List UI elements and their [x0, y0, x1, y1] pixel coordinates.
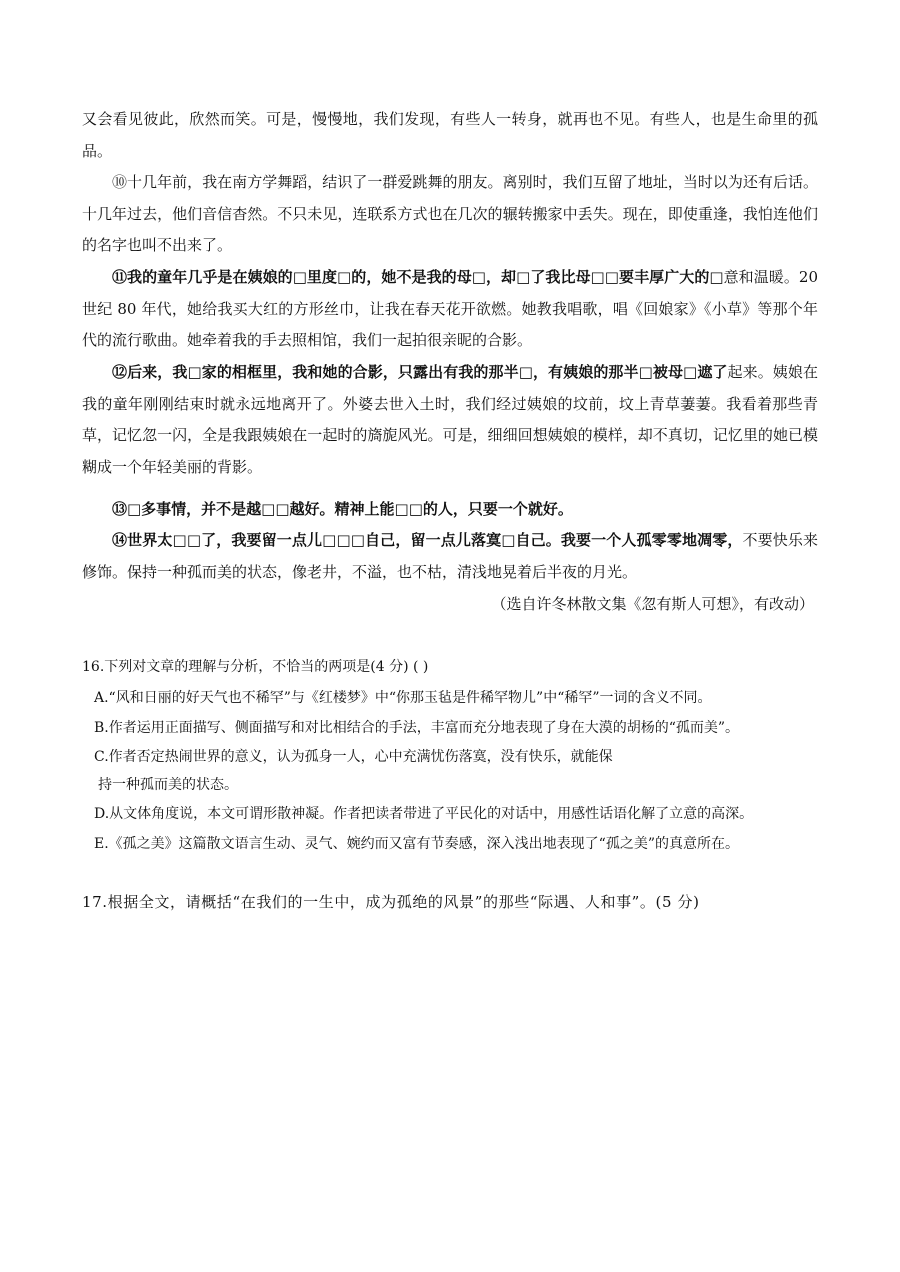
question-17-stem: 17.根据全文，请概括“在我们的一生中，成为孤绝的风景”的那些“际遇、人和事”。(5 分)	[82, 893, 700, 911]
passage-paragraph-14	[82, 525, 818, 588]
passage-paragraph-12	[82, 357, 818, 483]
paragraph-12-text: 起来。姨娘在我的童年刚刚结束时就永远地离开了。外婆去世入土时，我们经过姨娘的坟前，坟上青草萋萋。我看着那些青草，记忆忽一闪，全是我跟姨娘在一起时的旖旎风光。可是，细细回想姨娘的模样，却不真切，记忆里的她已模糊成一个年轻美丽的背影。	[82, 363, 818, 476]
paragraph-11-bold-text: ⑪我的童年几乎是在姨娘的□里度□的，她不是我的母□，却□了我比母□□要丰厚广大的□	[112, 268, 724, 286]
question-16-option-e: E.《孤之美》这篇散文语言生动、灵气、婉约而又富有节奏感，深入浅出地表现了“孤之美”的真意所在。	[94, 836, 739, 852]
passage-paragraph-10: ⑩十几年前，我在南方学舞蹈，结识了一群爱跳舞的朋友。离别时，我们互留了地址，当时以为还有后话。十几年过去，他们音信杳然。不只未见，连联系方式也在几次的辗转搬家中丢失。现在，即使重逢，我怕连他们的名字也叫不出来了。	[82, 173, 818, 254]
question-16-stem: 16.下列对文章的理解与分析，不恰当的两项是(4 分) ( )	[82, 659, 429, 675]
passage-paragraph-11	[82, 262, 818, 357]
question-16-option-b: B.作者运用正面描写、侧面描写和对比相结合的手法，丰富而充分地表现了身在大漠的胡杨的“孤而美”。	[94, 720, 740, 736]
question-16-option-d: D.从文体角度说，本文可谓形散神凝。作者把读者带进了平民化的对话中，用感性话语化解了立意的高深。	[94, 806, 754, 822]
passage-paragraph-9-continued: 又会看见彼此，欣然而笑。可是，慢慢地，我们发现，有些人一转身，就再也不见。有些人，也是生命里的孤品。	[82, 110, 818, 160]
question-16-option-c: C.作者否定热闹世界的意义，认为孤身一人，心中充满忧伤落寞，没有快乐，就能保	[94, 749, 613, 765]
question-16-option-a: A.“风和日丽的好天气也不稀罕”与《红楼梦》中“你那玉毡是件稀罕物儿”中“稀罕”一词的含义不同。	[94, 690, 712, 706]
paragraph-12-bold-text: ⑫后来，我□家的相框里，我和她的合影，只露出有我的那半□，有姨娘的那半□被母□遮了	[112, 363, 728, 381]
passage-paragraph-13: ⑬□多事情，并不是越□□越好。精神上能□□的人，只要一个就好。	[112, 500, 573, 518]
question-16-option-c-continued: 持一种孤而美的状态。	[98, 777, 238, 793]
passage-source: （选自许冬林散文集《忽有斯人可想》，有改动）	[491, 595, 814, 613]
paragraph-11-text: 意和温暖。20 世纪 80 年代，她给我买大红的方形丝巾，让我在春天花开欲燃。她教我唱歌，唱《回娘家》《小草》等那个年代的流行歌曲。她牵着我的手去照相馆，我们一起拍很亲昵的合影。	[82, 268, 818, 349]
paragraph-14-bold-text: ⑭世界太□□了，我要留一点儿□□□自己，留一点儿落寞□自己。我要一个人孤零零地凋零，	[112, 531, 743, 549]
paragraph-14-text: 不要快乐来修饰。保持一种孤而美的状态，像老井，不溢，也不枯，清浅地晃着后半夜的月光。	[82, 531, 818, 581]
